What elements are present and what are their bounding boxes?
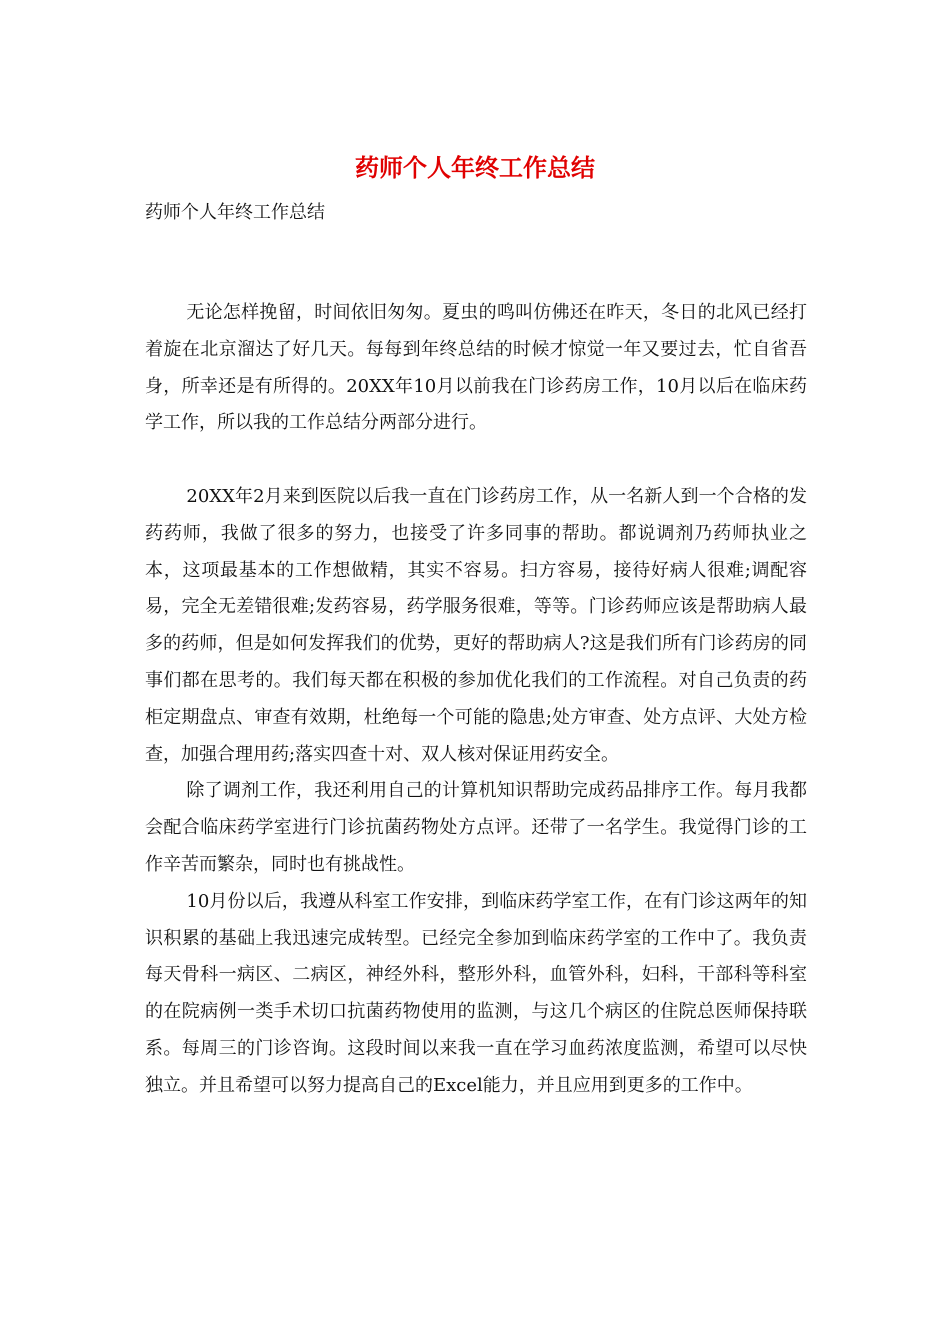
document-subtitle: 药师个人年终工作总结 (145, 202, 325, 223)
body-section-intro (145, 295, 807, 442)
paragraph: 无论怎样挽留，时间依旧匆匆。夏虫的鸣叫仿佛还在昨天，冬日的北风已经打着旋在北京溜达了好几天。每每到年终总结的时候才惊觉一年又要过去，忙自省吾身，所幸还是有所得的。20XX年10月以前我在门诊药房工作，10月以后在临床药学工作，所以我的工作总结分两部分进行。 (145, 302, 807, 434)
document-title: 药师个人年终工作总结 (355, 153, 595, 182)
paragraph: 10月份以后，我遵从科室工作安排，到临床药学室工作，在有门诊这两年的知识积累的基础上我迅速完成转型。已经完全参加到临床药学室的工作中了。我负责每天骨科一病区、二病区，神经外科，整形外科，血管外科，妇科，干部科等科室的在院病例一类手术切口抗菌药物使用的监测，与这几个病区的住院总医师保持联系。每周三的门诊咨询。这段时间以来我一直在学习血药浓度监测，希望可以尽快独立。并且希望可以努力提高自己的Excel能力，并且应用到更多的工作中。 (145, 890, 807, 1096)
paragraph: 20XX年2月来到医院以后我一直在门诊药房工作，从一名新人到一个合格的发药药师，我做了很多的努力，也接受了许多同事的帮助。都说调剂乃药师执业之本，这项最基本的工作想做精，其实不容易。扫方容易，接待好病人很难;调配容易，完全无差错很难;发药容易，药学服务很难，等等。门诊药师应该是帮助病人最多的药师，但是如何发挥我们的优势，更好的帮助病人?这是我们所有门诊药房的同事们都在思考的。我们每天都在积极的参加优化我们的工作流程。对自己负责的药柜定期盘点、审查有效期，杜绝每一个可能的隐患;处方审查、处方点评、大处方检查，加强合理用药;落实四查十对、双人核对保证用药安全。 (145, 486, 807, 765)
body-section-main (145, 479, 807, 1105)
paragraph: 除了调剂工作，我还利用自己的计算机知识帮助完成药品排序工作。每月我都会配合临床药学室进行门诊抗菌药物处方点评。还带了一名学生。我觉得门诊的工作辛苦而繁杂，同时也有挑战性。 (145, 780, 807, 875)
